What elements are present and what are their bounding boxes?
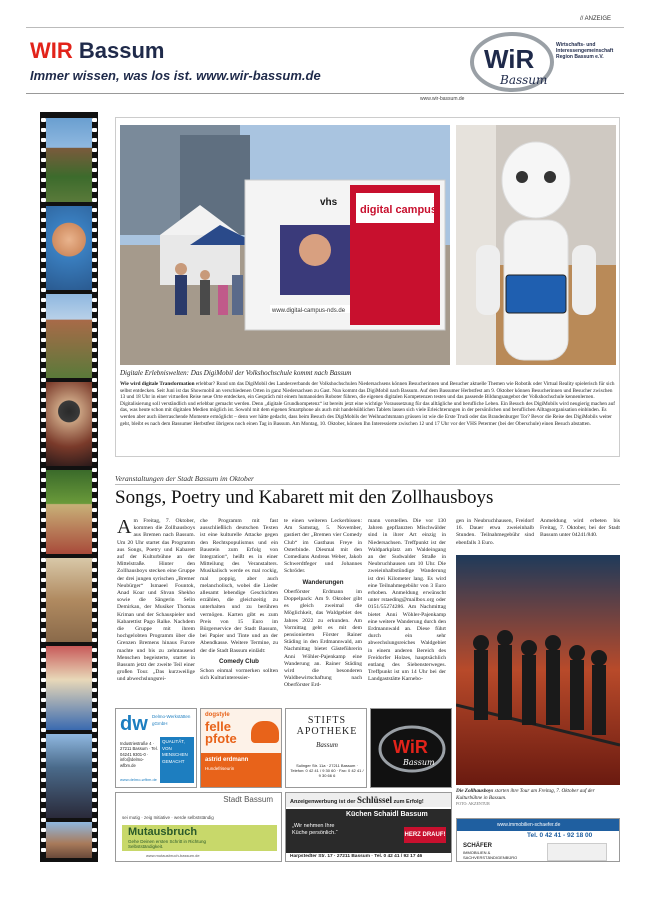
robot-photo bbox=[456, 125, 616, 365]
felle-sub: Hundefriseurin bbox=[205, 766, 235, 771]
film-perforation-hole bbox=[92, 538, 97, 542]
band-caption-bold: Die Zollhausboys bbox=[456, 788, 494, 794]
schaefer-tel: Tel. 0 42 41 - 92 18 00 bbox=[527, 832, 593, 839]
subhead-wanderungen: Wanderungen bbox=[302, 578, 344, 586]
film-perforation-hole bbox=[41, 708, 46, 712]
col-1-text: m Freitag, 7. Oktober, kommen die Zollhausboys aus Bremen nach Bassum. Um 20 Uhr startet das Programm aus Songs, Poetry und Kabarett auf der Kulturbühne an der Mittelstraße. Hinter den Zollhausboys stecken eine Gruppe der drei jungen syrischen „Bremer Neubürger“ Ismaeel Fountok, Anad Koar und Shvan Shekho sowie die Sängerin Selin Demirkan, der Musiker Thomas Kriman und der Schauspieler und Kabarettist Pago Ralke. Nachdem die Gruppe mit ihrem hochgelobten Programm über die Grenzen Bremens hinaus Furore machte und bis zu zehntausend Menschen begeisterte, startet in Bassum jetzt der zweite Teil einer großen Tour. „Das kurzweilige und abwechslungsrei- bbox=[117, 518, 195, 683]
film-perforation-hole bbox=[41, 838, 46, 842]
film-perforation-hole bbox=[41, 398, 46, 402]
film-perforation-hole bbox=[92, 208, 97, 212]
article-col-3 bbox=[284, 518, 362, 690]
film-perforation-hole bbox=[41, 358, 46, 362]
film-perforation-hole bbox=[92, 468, 97, 472]
film-perforation-hole bbox=[92, 588, 97, 592]
film-perforation-hole bbox=[41, 418, 46, 422]
film-perforation-hole bbox=[41, 308, 46, 312]
film-perforation-hole bbox=[92, 268, 97, 272]
film-perforation-hole bbox=[92, 768, 97, 772]
film-perforation-hole bbox=[92, 668, 97, 672]
tagline: Immer wissen, was los ist. www.wir-bassum.de bbox=[30, 68, 321, 83]
filmstrip-perforation bbox=[40, 112, 98, 862]
schluessel-lead: Anzeigenwerbung ist der bbox=[290, 799, 356, 805]
film-perforation-hole bbox=[41, 118, 46, 122]
col-3-text: te einen weiteren Leckerbissen: Am Samstag, 5. November, gastiert der „Bremen vier Comedy Club“ im Gasthaus Freye in Osterbinde. Diesmal mit den Comedians Andreas Weber, Jakob Schwerdtfeger und Johannes Schröder. bbox=[284, 518, 362, 575]
wir-ad-script: Bassum bbox=[403, 758, 435, 767]
dog-icon bbox=[251, 721, 279, 743]
film-perforation-hole bbox=[92, 478, 97, 482]
film-perforation-hole bbox=[92, 508, 97, 512]
film-perforation-hole bbox=[41, 558, 46, 562]
film-perforation-hole bbox=[41, 258, 46, 262]
stifts-name: STIFTS APOTHEKE bbox=[296, 715, 358, 737]
film-perforation-hole bbox=[92, 718, 97, 722]
article-col-5 bbox=[456, 518, 534, 547]
film-perforation-hole bbox=[92, 428, 97, 432]
film-perforation-hole bbox=[41, 848, 46, 852]
film-perforation-hole bbox=[92, 178, 97, 182]
stifts-city: Bassum bbox=[316, 741, 338, 749]
film-perforation-hole bbox=[41, 508, 46, 512]
film-perforation-hole bbox=[92, 688, 97, 692]
film-perforation-hole bbox=[92, 648, 97, 652]
truck-brand: digital campus bbox=[360, 204, 438, 216]
film-perforation-hole bbox=[92, 188, 97, 192]
film-perforation-hole bbox=[41, 408, 46, 412]
film-perforation-hole bbox=[41, 718, 46, 722]
film-perforation-hole bbox=[41, 158, 46, 162]
film-perforation-hole bbox=[41, 778, 46, 782]
zollhausboys-photo bbox=[456, 555, 620, 785]
col-3b-text: Oberförster Erdmann im Doppelpack: Am 9. Oktober gibt es gleich zweimal die Möglichkeit, das Waldgebiet des Jahres 2022 zu erkunden. Am Vormittag geht es mit dem pensionierten Förster Rainer Städing in den Erdmannwald, am Nachmittag bietet Gästeführerin Anni Wöhler-Pajenkamp eine Wanderung an. Rainer Städing wird die besonderen Waldbewirtschaftung nach Oberförster Erd- bbox=[284, 588, 362, 689]
film-perforation-hole bbox=[41, 278, 46, 282]
film-perforation-hole bbox=[41, 678, 46, 682]
ad-felle-pfote[interactable] bbox=[200, 708, 282, 788]
film-perforation-hole bbox=[92, 168, 97, 172]
film-perforation-hole bbox=[41, 818, 46, 822]
film-perforation-hole bbox=[41, 488, 46, 492]
delmo-tags: QUALITÄT, VON MENSCHEN GEMACHT bbox=[160, 737, 194, 783]
overline-rule bbox=[115, 484, 620, 485]
film-perforation-hole bbox=[41, 498, 46, 502]
film-perforation-hole bbox=[41, 698, 46, 702]
col-4-text: mann vorstellen. Die vor 130 Jahren gepflanzten Mischwälder sind in ihrer Art einzig in Niedersachsen. Treffpunkt ist der Waldparkplatz am Waldeingang an der Sudwalder Straße in Neubruchhausen um 10 Uhr. Die zweieinhalbstündige Wanderung ist drei Kilometer lang. Es wird eine Teilnahmegebühr von 3 Euro erhoben. Anmeldung erwünscht unter rstaeding@mailbox.org oder 0151/55274286. Am Nachmittag bietet Anni Wöhler-Pajenkamp eine weitere Wanderung durch den Erdmannwald an. Diese führt durch ein sehr abwechslungsreiches Waldgebiet in einem anderen Bereich des Freidorfer Holzes, hauptsächlich entlang des Siebensterweges. Treffpunkt ist um 14 Uhr bei der Landgaststätte Karnebo- bbox=[368, 518, 446, 683]
film-perforation-hole bbox=[41, 438, 46, 442]
ad-delmo[interactable] bbox=[115, 708, 197, 788]
schluessel-word: Schlüssel bbox=[356, 795, 392, 805]
film-perforation-hole bbox=[92, 698, 97, 702]
film-perforation-hole bbox=[41, 388, 46, 392]
film-perforation-hole bbox=[41, 368, 46, 372]
digimobil-photo bbox=[120, 125, 450, 365]
wir-logo bbox=[470, 30, 620, 94]
film-perforation-hole bbox=[92, 398, 97, 402]
film-perforation-hole bbox=[92, 358, 97, 362]
film-perforation-hole bbox=[41, 198, 46, 202]
film-perforation-hole bbox=[92, 158, 97, 162]
article-col-2 bbox=[200, 518, 278, 682]
film-perforation-hole bbox=[92, 828, 97, 832]
felle-name: felle pfote bbox=[205, 719, 237, 746]
schluessel-end: zum Erfolg! bbox=[393, 799, 424, 805]
film-perforation-hole bbox=[41, 738, 46, 742]
kuechen-address: Harpstedter Str. 17 · 27211 Bassum · Tel. 0 42 41 / 92 17 46 bbox=[290, 854, 423, 859]
felle-top: dogstyle bbox=[205, 712, 230, 718]
film-perforation-hole bbox=[92, 408, 97, 412]
ad-kuechen-schaidl[interactable] bbox=[285, 792, 452, 862]
film-perforation-hole bbox=[92, 238, 97, 242]
film-perforation-hole bbox=[41, 518, 46, 522]
film-perforation-hole bbox=[41, 608, 46, 612]
film-perforation-hole bbox=[92, 788, 97, 792]
film-perforation-hole bbox=[41, 478, 46, 482]
film-perforation-hole bbox=[41, 638, 46, 642]
schaefer-web: www.immobilien-schaefer.de bbox=[497, 822, 561, 828]
wir-ad-logo: WiR bbox=[393, 737, 428, 757]
film-perforation-hole bbox=[41, 548, 46, 552]
film-perforation-hole bbox=[41, 468, 46, 472]
film-perforation-hole bbox=[41, 378, 46, 382]
film-perforation-hole bbox=[41, 128, 46, 132]
mutausbruch-web: www.mutausbruch-bassum.de bbox=[146, 853, 200, 858]
film-perforation-hole bbox=[92, 778, 97, 782]
film-perforation-hole bbox=[92, 298, 97, 302]
col-6-text: Anmeldung wird erbeten bis Freitag, 7. Oktober, bei der Stadt Bassum unter 04241/840. bbox=[540, 518, 620, 539]
film-perforation-hole bbox=[41, 208, 46, 212]
film-perforation-hole bbox=[41, 338, 46, 342]
film-perforation-hole bbox=[41, 178, 46, 182]
film-perforation-hole bbox=[41, 528, 46, 532]
article-headline: Songs, Poetry und Kabarett mit den Zollhausboys bbox=[115, 487, 494, 508]
film-perforation-hole bbox=[41, 768, 46, 772]
film-perforation-hole bbox=[92, 488, 97, 492]
film-perforation-hole bbox=[92, 438, 97, 442]
film-perforation-hole bbox=[41, 248, 46, 252]
film-perforation-hole bbox=[92, 808, 97, 812]
header-web: www.wir-bassum.de bbox=[420, 96, 465, 102]
film-perforation-hole bbox=[41, 578, 46, 582]
film-perforation-hole bbox=[41, 138, 46, 142]
top-rule bbox=[26, 27, 624, 28]
film-perforation-hole bbox=[41, 288, 46, 292]
anzeige-label: // ANZEIGE bbox=[580, 16, 612, 22]
film-perforation-hole bbox=[92, 218, 97, 222]
film-perforation-hole bbox=[92, 658, 97, 662]
film-perforation-hole bbox=[41, 658, 46, 662]
kuechen-badge: HERZ DRAUF! bbox=[404, 827, 446, 843]
film-perforation-hole bbox=[92, 748, 97, 752]
drop-cap: A bbox=[117, 516, 132, 538]
film-perforation-hole bbox=[92, 248, 97, 252]
ad-wir-bassum[interactable] bbox=[370, 708, 452, 788]
feature-caption: Digitale Erlebniswelten: Das DigiMobil der Volkshochschule kommt nach Bassum bbox=[120, 369, 352, 377]
col-2b-text: Schon einmal vormerken sollten sich Kulturinteressier- bbox=[200, 668, 278, 682]
film-perforation-hole bbox=[92, 138, 97, 142]
brand-name: Bassum bbox=[78, 38, 165, 63]
film-perforation-hole bbox=[92, 678, 97, 682]
film-perforation-hole bbox=[41, 328, 46, 332]
film-perforation-hole bbox=[92, 738, 97, 742]
film-perforation-hole bbox=[92, 308, 97, 312]
schaefer-name: SCHÄFER bbox=[463, 843, 493, 849]
film-perforation-hole bbox=[92, 278, 97, 282]
film-perforation-hole bbox=[41, 348, 46, 352]
teaser-text: erlebbar? Rund um das DigiMobil des Landesverbands der Volkshochschulen Niedersachsens können Besucherinnen und Besucher aktuelle Themen wie Robotik oder Virtual Reality spielerisch für sich selbst entdecken. Seit Juni ist das Showmobil an verschiedenen Orten in ganz Niedersachsen zu Gast. Nun kommt das DigiMobil nach Bassum. Auf dem Bassumer Herbstfest am 9. Oktober können Besucherinnen und Besucher zwischen 13 und 18 Uhr in einer virtuellen Reise neue Orte entdecken, ein Gespräch mit einem humanoiden Roboter führen, die eigenen digitalen Kompetenzen testen und das passende Bildungsangebot der Volkshochschule kennenlernen. Digitalisierung soll verständlich und erlebbar gemacht werden. Denn „digitale Grundkompetenz“ ist bereits jetzt eine wichtige Voraussetzung für das alltägliche und berufliche Leben. Ein Besuch des DigiMobils wird neugierig machen auf das, was heute schon mit digitalen Medien möglich ist. Sowohl mit dem eigenen Smartphone als auch mit handelsüblichen Tablets lassen sich viele Erleichterungen in der persönlichen und beruflichen Alltagsorganisation einbinden. Es werden aber auch überraschende Momente ermöglicht – denn wer hätte gedacht, dass beim Besuch des DigiMobils der Weihnachtsmann grüssen ist wie die Erste Trudi oder das Brandenburger Tor? Bevor die Reise des DigiMobils weiter geht, bleibt es nach dem Bassumer Herbstfest übrigens noch einen Tag in Bassum. Am Montag, 10. Oktober, können Ihn Interessierte zwischen 12 und 17 Uhr vor der VHS Petermer (bei der Oberschule) einen Besuch abstatten. bbox=[120, 381, 615, 427]
film-perforation-hole bbox=[41, 618, 46, 622]
film-perforation-hole bbox=[92, 128, 97, 132]
film-perforation-hole bbox=[92, 448, 97, 452]
film-perforation-hole bbox=[92, 368, 97, 372]
stadt-name: Stadt Bassum bbox=[223, 795, 273, 804]
ad-schaefer[interactable] bbox=[456, 818, 620, 862]
film-perforation-hole bbox=[41, 808, 46, 812]
ad-stifts-apotheke[interactable] bbox=[285, 708, 367, 788]
brand-prefix: WIR bbox=[30, 38, 73, 63]
film-perforation-hole bbox=[92, 388, 97, 392]
film-perforation-hole bbox=[41, 458, 46, 462]
film-perforation-hole bbox=[41, 628, 46, 632]
photo-credit: FOTO: AKZENTUR bbox=[456, 801, 490, 806]
film-perforation-hole bbox=[41, 298, 46, 302]
truck-url: www.digital-campus-nds.de bbox=[272, 308, 346, 314]
band-caption bbox=[456, 788, 620, 808]
film-perforation-hole bbox=[41, 588, 46, 592]
film-perforation-hole bbox=[41, 568, 46, 572]
ad-mutausbruch[interactable] bbox=[115, 792, 282, 862]
film-perforation-hole bbox=[41, 268, 46, 272]
film-perforation-hole bbox=[92, 458, 97, 462]
film-perforation-hole bbox=[41, 148, 46, 152]
film-perforation-hole bbox=[92, 848, 97, 852]
film-perforation-hole bbox=[41, 228, 46, 232]
stadt-claim: sei mutig · zeig Initiative · werde selbstständig bbox=[122, 815, 214, 820]
mutausbruch-title: Mutausbruch bbox=[128, 826, 198, 838]
film-perforation-hole bbox=[92, 608, 97, 612]
film-perforation-hole bbox=[41, 648, 46, 652]
film-perforation-hole bbox=[92, 148, 97, 152]
kuechen-quote: „Wir nehmen Ihre Küche persönlich.“ bbox=[292, 823, 338, 836]
house-icon bbox=[547, 843, 607, 861]
film-perforation-hole bbox=[92, 598, 97, 602]
film-perforation-hole bbox=[92, 548, 97, 552]
col-2-text: che Programm mit fast ausschließlich deutschen Texten ist eine kulturelle Attacke gegen den Rechtspopulismus und ein Baustein zum Erfolg von Integration“, heißt es in einer Mitteilung des Veranstalters. Musikalisch werde es mal rockig, mal poppig, aber auch melancholisch, wobei die Lieder allesamt lebendige Geschichten erzählen, die gleichzeitig zu unterhalten und zu berühren vermögen. Karten gibt es zum Preis von 15 Euro im Bürgerservice der Stadt Bassum, bei Papier und Tinte und an der Abendkasse. Weitere Termine, zu der die Stadt Bassum einlädt: bbox=[200, 518, 278, 654]
brand-title bbox=[30, 38, 164, 64]
logo-script: Bassum bbox=[500, 73, 548, 87]
delmo-address: Industriestraße 4 · 27211 Bassum · Tel. 04241 9301-0 · info@delmo-wfbm.de bbox=[120, 741, 158, 768]
logo-main: WiR bbox=[484, 44, 535, 74]
film-perforation-hole bbox=[92, 228, 97, 232]
article-overline: Veranstaltungen der Stadt Bassum im Oktober bbox=[115, 474, 254, 483]
feature-teaser bbox=[120, 381, 616, 427]
header-rule bbox=[26, 93, 624, 94]
film-perforation-hole bbox=[41, 688, 46, 692]
film-perforation-hole bbox=[92, 518, 97, 522]
film-perforation-hole bbox=[92, 628, 97, 632]
kuechen-name: Küchen Schaidl Bassum bbox=[346, 811, 428, 818]
film-perforation-hole bbox=[92, 708, 97, 712]
mutausbruch-sub: Gehe Deinen ersten Schritt in Richtung Selbstständigkeit. bbox=[128, 839, 207, 849]
film-perforation-hole bbox=[92, 638, 97, 642]
film-perforation-hole bbox=[41, 168, 46, 172]
film-perforation-hole bbox=[41, 788, 46, 792]
film-perforation-hole bbox=[41, 728, 46, 732]
film-perforation-hole bbox=[41, 798, 46, 802]
film-perforation-hole bbox=[92, 198, 97, 202]
film-perforation-hole bbox=[41, 668, 46, 672]
col-5-text: gen in Neubruchhausen, Freidorf 16. Dauer etwa zweieinhalb Stunden. Teilnahmegebühr sind ebenfalls 3 Euro. bbox=[456, 518, 534, 546]
film-perforation-hole bbox=[41, 238, 46, 242]
film-perforation-hole bbox=[41, 448, 46, 452]
felle-person: astrid erdmann bbox=[205, 757, 249, 763]
delmo-web: www.delmo-wfbm.de bbox=[120, 777, 157, 782]
film-perforation-hole bbox=[92, 118, 97, 122]
film-perforation-hole bbox=[92, 568, 97, 572]
film-perforation-hole bbox=[92, 528, 97, 532]
film-perforation-hole bbox=[41, 188, 46, 192]
band-caption-text: starten ihre Tour am Freitag, 7. Oktober auf der Kulturbühne in Bassum. bbox=[456, 788, 595, 801]
film-perforation-hole bbox=[92, 258, 97, 262]
film-perforation-hole bbox=[41, 218, 46, 222]
film-perforation-hole bbox=[41, 828, 46, 832]
film-perforation-hole bbox=[92, 798, 97, 802]
film-perforation-hole bbox=[92, 378, 97, 382]
film-perforation-hole bbox=[92, 758, 97, 762]
film-perforation-hole bbox=[41, 428, 46, 432]
film-perforation-hole bbox=[92, 818, 97, 822]
film-perforation-hole bbox=[92, 578, 97, 582]
schaefer-sub: IMMOBILIEN & SACHVERSTÄNDIGENBÜRO bbox=[463, 850, 518, 860]
delmo-claim: Delmo-Werkstätten gGmbH bbox=[152, 714, 191, 726]
article-col-1 bbox=[117, 518, 195, 684]
film-perforation-hole bbox=[41, 598, 46, 602]
film-perforation-hole bbox=[41, 318, 46, 322]
film-perforation-hole bbox=[92, 328, 97, 332]
film-perforation-hole bbox=[92, 318, 97, 322]
film-perforation-hole bbox=[92, 618, 97, 622]
film-perforation-hole bbox=[41, 538, 46, 542]
film-perforation-hole bbox=[92, 558, 97, 562]
film-perforation-hole bbox=[92, 728, 97, 732]
truck-vhs: vhs bbox=[320, 197, 338, 208]
stifts-address: Sulinger Str. 11a · 27211 Bassum · Telefon: 0 42 41 / 9 30 60 · Fax: 0 42 41 / 9 30 66 6 bbox=[290, 763, 364, 778]
teaser-lead: Wie wird digitale Transformation bbox=[120, 381, 195, 387]
film-perforation-hole bbox=[92, 418, 97, 422]
film-perforation-hole bbox=[41, 748, 46, 752]
film-perforation-hole bbox=[92, 838, 97, 842]
film-perforation-hole bbox=[41, 758, 46, 762]
schluessel-line bbox=[290, 797, 424, 806]
subhead-comedy: Comedy Club bbox=[219, 657, 259, 665]
film-perforation-hole bbox=[92, 288, 97, 292]
delmo-logo: dw bbox=[120, 713, 148, 735]
film-perforation-hole bbox=[92, 338, 97, 342]
film-perforation-hole bbox=[92, 498, 97, 502]
article-col-4 bbox=[368, 518, 446, 684]
article-col-6 bbox=[540, 518, 620, 540]
film-perforation-hole bbox=[92, 348, 97, 352]
logo-org: Wirtschafts- und Interessengemeinschaft Region Bassum e.V. bbox=[556, 42, 614, 60]
